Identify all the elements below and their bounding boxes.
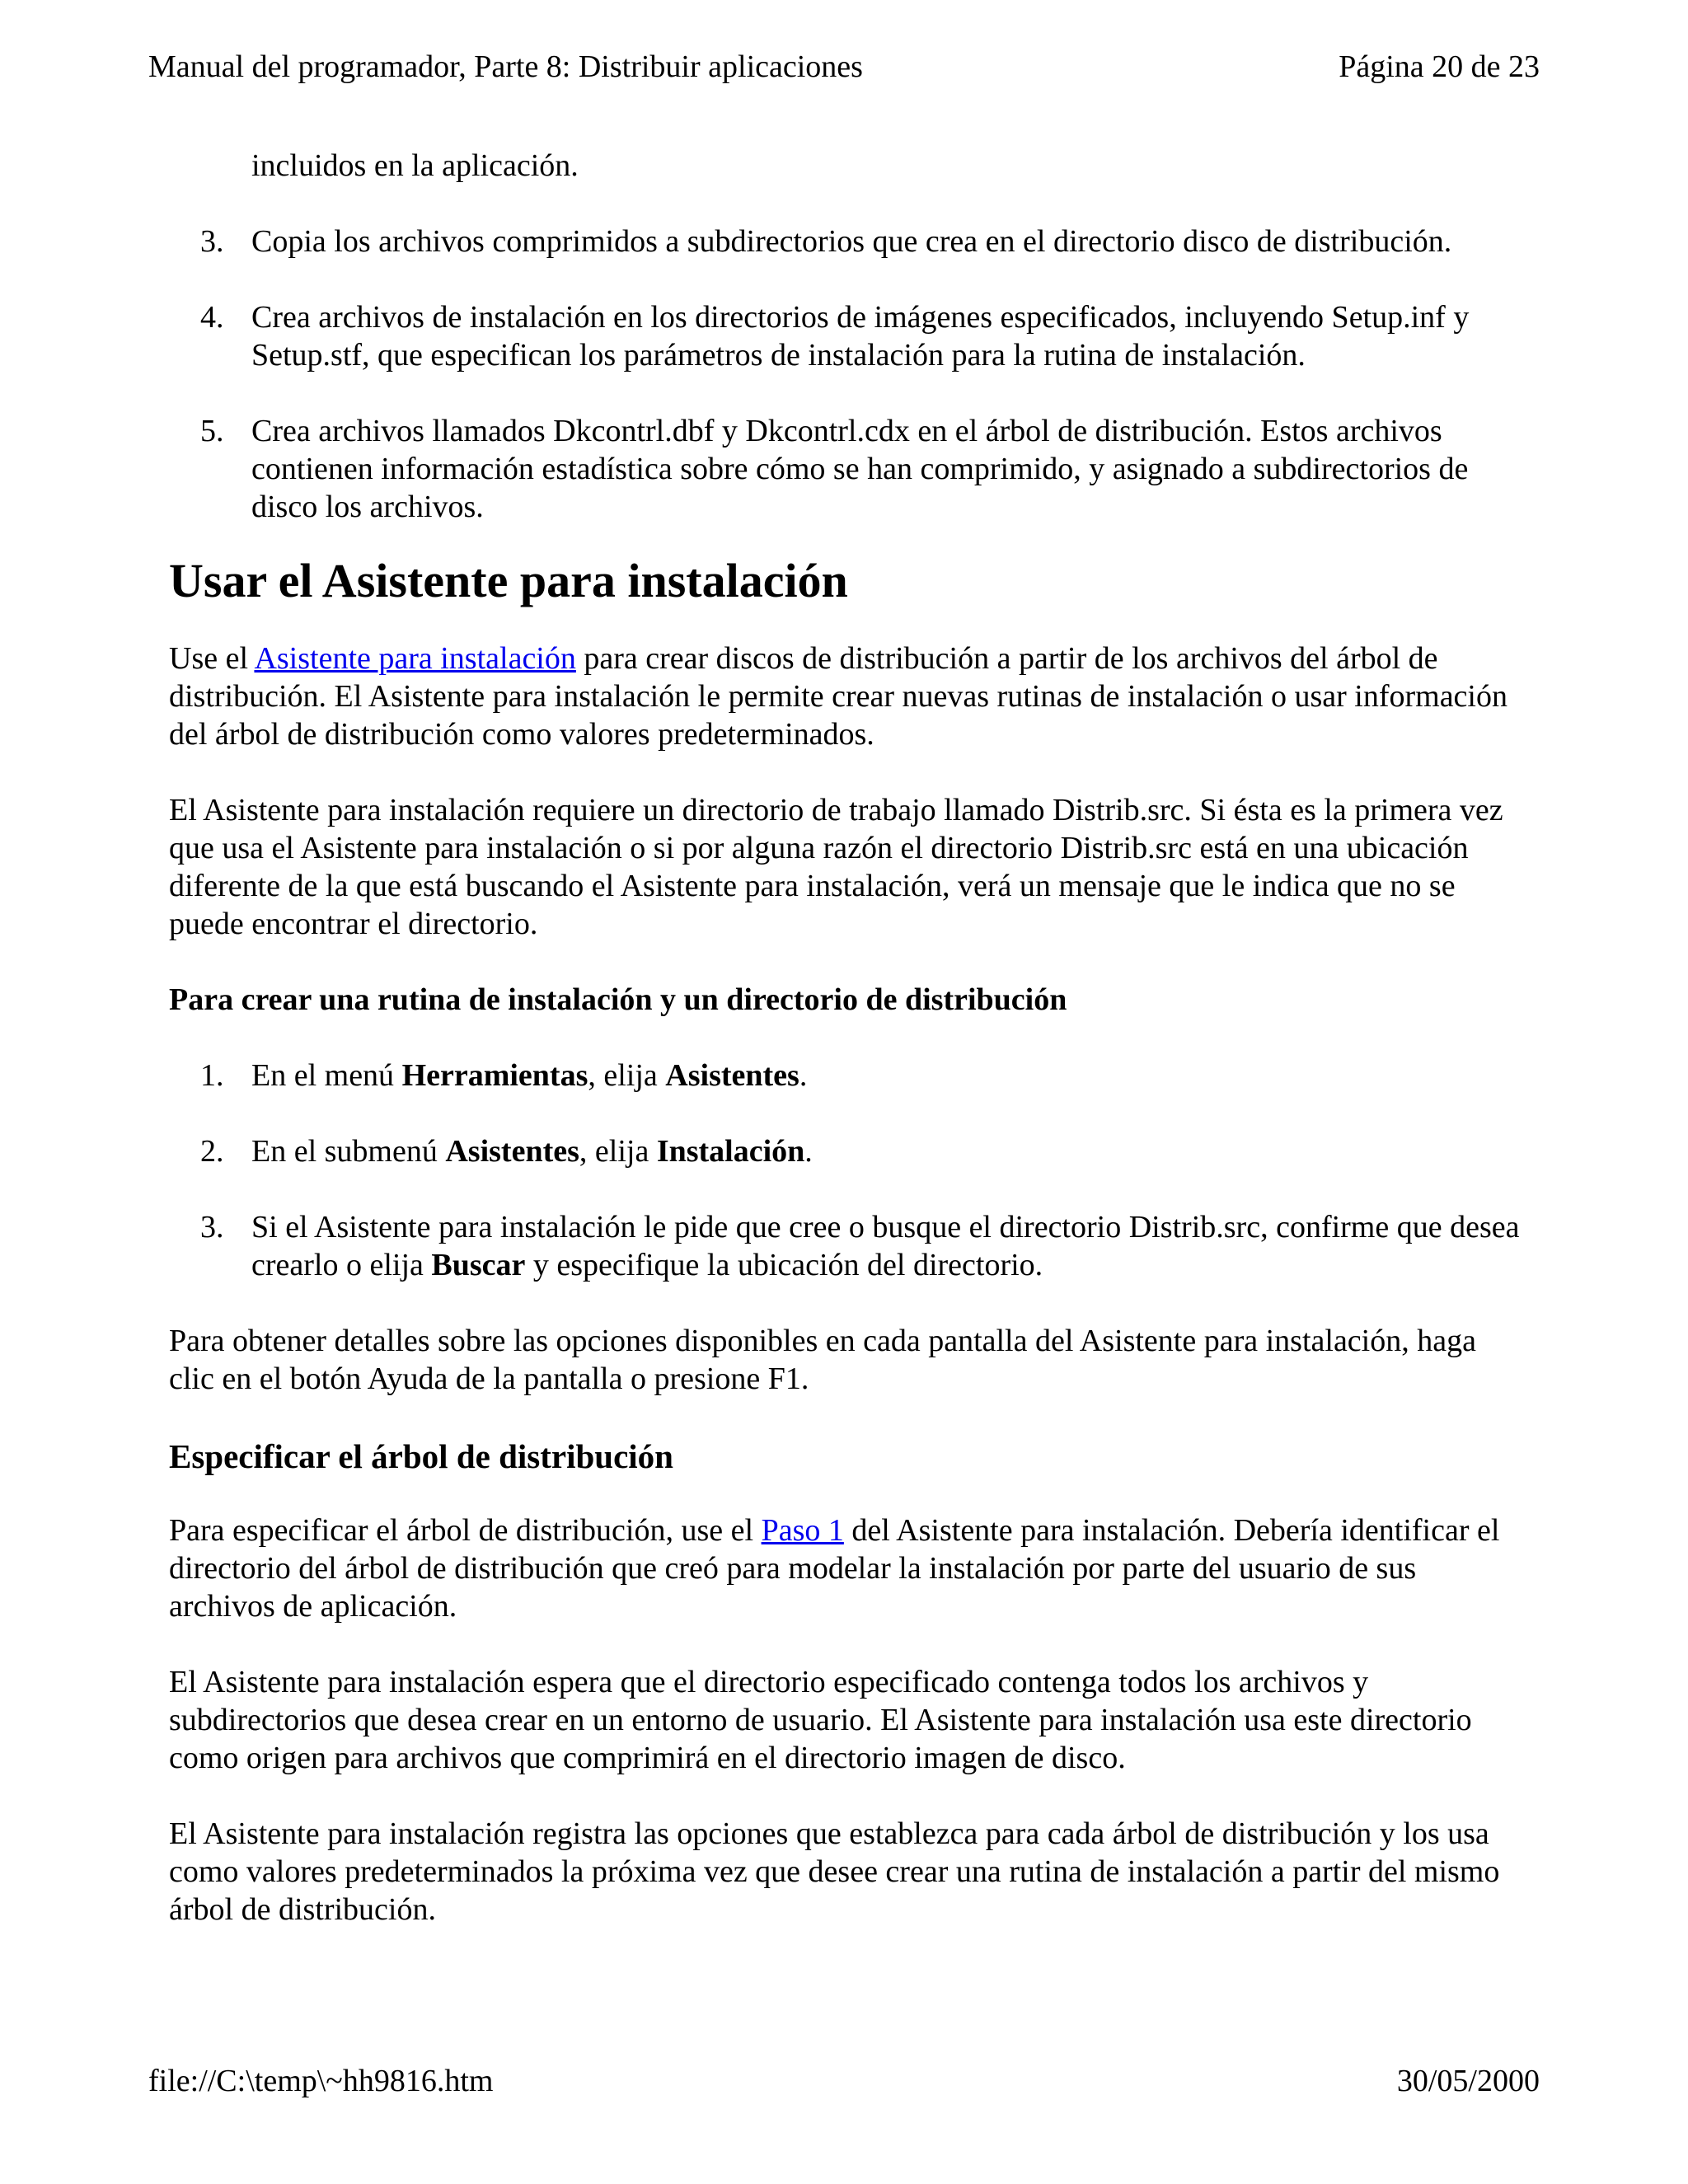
list-number: 5. bbox=[200, 414, 224, 448]
document-title: Manual del programador, Parte 8: Distribuir aplicaciones bbox=[148, 49, 863, 84]
section-heading-especificar-arbol: Especificar el árbol de distribución bbox=[169, 1437, 673, 1475]
menu-name: Asistentes bbox=[445, 1134, 579, 1169]
paragraph bbox=[169, 1511, 1529, 1625]
list-item bbox=[169, 412, 1529, 526]
procedure-title: Para crear una rutina de instalación y un directorio de distribución bbox=[169, 982, 1067, 1017]
print-date: 30/05/2000 bbox=[1396, 2064, 1540, 2098]
step-text: En el submenú bbox=[251, 1134, 446, 1169]
step-number: 2. bbox=[200, 1134, 224, 1169]
step-text: . bbox=[804, 1134, 813, 1169]
step-text: , elija bbox=[579, 1134, 657, 1169]
list-number: 3. bbox=[200, 224, 224, 259]
paragraph-text: Para especificar el árbol de distribución, use el bbox=[169, 1513, 762, 1548]
list-item-text: Crea archivos de instalación en los directorios de imágenes especificados, incluyendo Setup.inf y Setup.stf, que especifican los parámetros de instalación para la rutina de instalación. bbox=[251, 300, 1470, 373]
document-body bbox=[169, 147, 1529, 1966]
step-number: 3. bbox=[200, 1210, 224, 1244]
file-path: file://C:\temp\~hh9816.htm bbox=[148, 2064, 494, 2098]
paragraph-text: del Asistente para instalación. Debería identificar el directorio del árbol de distribución que creó para modelar la instalación por parte del usuario de sus archivos de aplicación. bbox=[169, 1513, 1500, 1624]
page-footer bbox=[148, 2062, 1540, 2100]
menu-name: Herramientas bbox=[401, 1058, 588, 1093]
step-text: y especifique la ubicación del directorio. bbox=[525, 1248, 1043, 1282]
menu-item-name: Instalación bbox=[656, 1134, 805, 1169]
menu-item-name: Asistentes bbox=[665, 1058, 799, 1093]
paragraph: El Asistente para instalación requiere un directorio de trabajo llamado Distrib.src. Si ésta es la primera vez que usa el Asistente para instalación o si por alguna razón el directorio Distrib.src está en una ubicación diferente de la que está buscando el Asistente para instalación, verá un mensaje que le indica que no se puede encontrar el directorio. bbox=[169, 793, 1503, 941]
paragraph bbox=[169, 640, 1529, 753]
page-number: Página 20 de 23 bbox=[1339, 49, 1540, 84]
process-list bbox=[169, 223, 1529, 526]
page-header bbox=[148, 48, 1540, 86]
asistente-instalacion-link[interactable]: Asistente para instalación bbox=[254, 641, 576, 676]
step-text: En el menú bbox=[251, 1058, 402, 1093]
procedure-steps bbox=[169, 1057, 1529, 1284]
button-name: Buscar bbox=[431, 1248, 526, 1282]
procedure-step bbox=[169, 1208, 1529, 1284]
list-continuation-text: incluidos en la aplicación. bbox=[251, 148, 579, 183]
paragraph: El Asistente para instalación registra las opciones que establezca para cada árbol de distribución y los usa como valores predeterminados la próxima vez que desee crear una rutina de instalación a partir del mismo árbol de distribución. bbox=[169, 1816, 1500, 1927]
paragraph: Para obtener detalles sobre las opciones disponibles en cada pantalla del Asistente para instalación, haga clic en el botón Ayuda de la pantalla o presione F1. bbox=[169, 1324, 1476, 1396]
step-text: . bbox=[799, 1058, 808, 1093]
list-item bbox=[169, 298, 1529, 374]
procedure-step bbox=[169, 1132, 1529, 1170]
list-item-text: Crea archivos llamados Dkcontrl.dbf y Dkcontrl.cdx en el árbol de distribución. Estos archivos contienen información estadística sobre cómo se han comprimido, y asignado a subdirectorios de disco los archivos. bbox=[251, 414, 1469, 524]
step-text: , elija bbox=[588, 1058, 666, 1093]
list-number: 4. bbox=[200, 300, 224, 335]
list-item bbox=[169, 223, 1529, 260]
paso-1-link[interactable]: Paso 1 bbox=[761, 1513, 844, 1548]
step-text: Si el Asistente para instalación le pide que cree o busque el directorio Distrib.src, confirme que desea crearlo o elija bbox=[251, 1210, 1520, 1282]
list-item-text: Copia los archivos comprimidos a subdirectorios que crea en el directorio disco de distribución. bbox=[251, 224, 1452, 259]
section-heading-usar-asistente: Usar el Asistente para instalación bbox=[169, 554, 848, 607]
paragraph-text: para crear discos de distribución a partir de los archivos del árbol de distribución. El Asistente para instalación le permite crear nuevas rutinas de instalación o usar información del árbol de distribución como valores predeterminados. bbox=[169, 641, 1507, 752]
procedure-step bbox=[169, 1057, 1529, 1094]
paragraph-text: Use el bbox=[169, 641, 255, 676]
step-number: 1. bbox=[200, 1058, 224, 1093]
paragraph: El Asistente para instalación espera que el directorio especificado contenga todos los archivos y subdirectorios que desea crear en un entorno de usuario. El Asistente para instalación usa este directorio como origen para archivos que comprimirá en el directorio imagen de disco. bbox=[169, 1665, 1472, 1775]
